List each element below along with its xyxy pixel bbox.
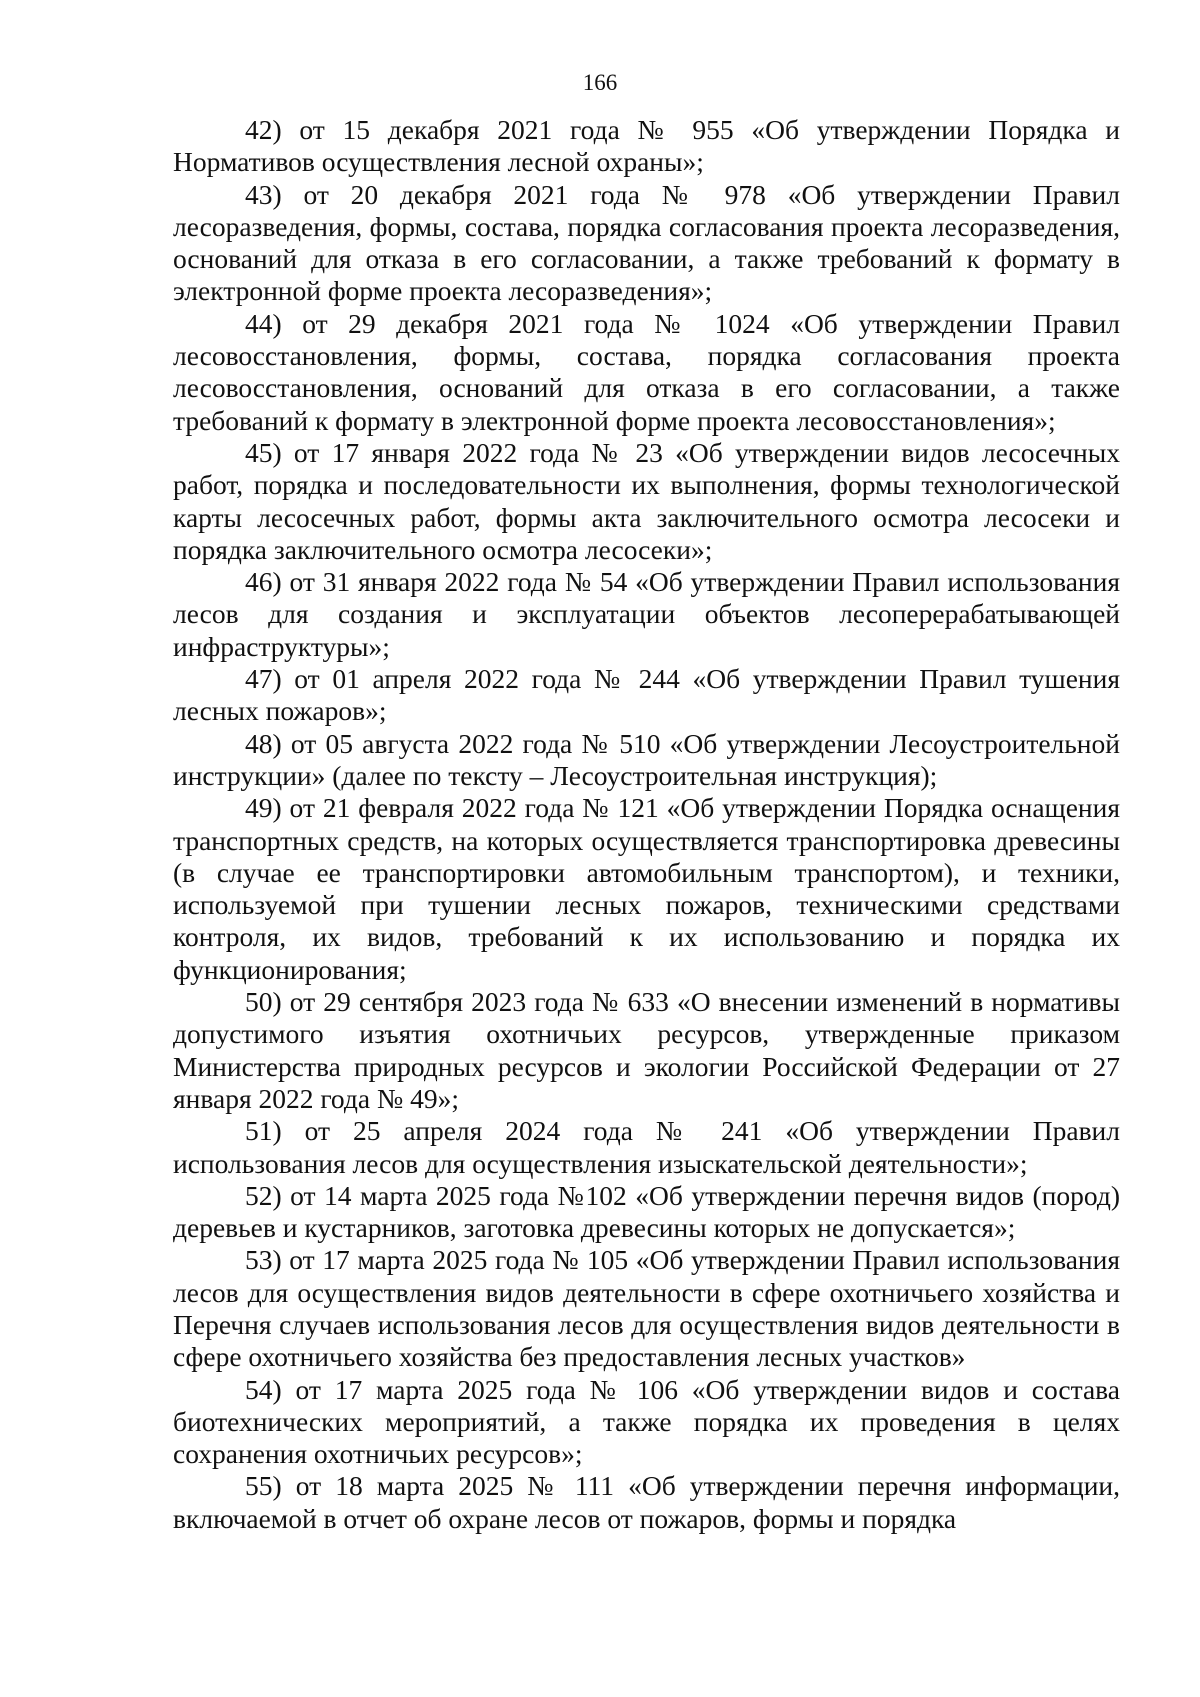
document-body — [173, 114, 1120, 1535]
list-item-50: 50) от 29 сентября 2023 года № 633 «О внесении изменений в нормативы допустимого изъятия охотничьих ресурсов, утвержденные приказом Министерства природных ресурсов и экологии Российской Федерации от 27 января 2022 года № 49»; — [173, 986, 1120, 1114]
list-item-47: 47) от 01 апреля 2022 года № 244 «Об утверждении Правил тушения лесных пожаров»; — [173, 663, 1120, 727]
list-item-43: 43) от 20 декабря 2021 года № 978 «Об утверждении Правил лесоразведения, формы, состава, порядка согласования проекта лесоразведения, оснований для отказа в его согласовании, а также требований к формату в электронной форме проекта лесоразведения»; — [173, 178, 1120, 307]
list-item-45: 45) от 17 января 2022 года № 23 «Об утверждении видов лесосечных работ, порядка и последовательности их выполнения, формы технологической карты лесосечных работ, формы акта заключительного осмотра лесосеки и порядка заключительного осмотра лесосеки»; — [173, 436, 1120, 565]
list-item-49: 49) от 21 февраля 2022 года № 121 «Об утверждении Порядка оснащения транспортных средств, на которых осуществляется транспортировка древесины (в случае ее транспортировки автомобильным транспортом), и техники, используемой при тушении лесных пожаров, техническими средствами контроля, их видов, требований к их использованию и порядка их функционирования; — [173, 792, 1120, 985]
list-item-51: 51) от 25 апреля 2024 года № 241 «Об утверждении Правил использования лесов для осуществления изыскательской деятельности»; — [173, 1115, 1120, 1179]
list-item-48: 48) от 05 августа 2022 года № 510 «Об утверждении Лесоустроительной инструкции» (далее по тексту – Лесоустроительная инструкция); — [173, 727, 1120, 791]
page-number: 166 — [582, 70, 618, 95]
list-item-55: 55) от 18 марта 2025 № 111 «Об утверждении перечня информации, включаемой в отчет об охране лесов от пожаров, формы и порядка — [173, 1470, 1120, 1534]
list-item-54: 54) от 17 марта 2025 года № 106 «Об утверждении видов и состава биотехнических мероприятий, а также порядка их проведения в целях сохранения охотничьих ресурсов»; — [173, 1373, 1120, 1470]
list-item-42: 42) от 15 декабря 2021 года № 955 «Об утверждении Порядка и Нормативов осуществления лесной охраны»; — [173, 114, 1120, 178]
list-item-53: 53) от 17 марта 2025 года № 105 «Об утверждении Правил использования лесов для осуществления видов деятельности в сфере охотничьего хозяйства и Перечня случаев использования лесов для осуществления видов деятельности в сфере охотничьего хозяйства без предоставления лесных участков» — [173, 1244, 1120, 1373]
list-item-46: 46) от 31 января 2022 года № 54 «Об утверждении Правил использования лесов для создания и эксплуатации объектов лесоперерабатывающей инфраструктуры»; — [173, 566, 1120, 662]
list-item-44: 44) от 29 декабря 2021 года № 1024 «Об утверждении Правил лесовосстановления, формы, состава, порядка согласования проекта лесовосстановления, оснований для отказа в его согласовании, а также требований к формату в электронной форме проекта лесовосстановления»; — [173, 307, 1120, 436]
list-item-52: 52) от 14 марта 2025 года №102 «Об утверждении перечня видов (пород) деревьев и кустарников, заготовка древесины которых не допускается»; — [173, 1179, 1120, 1244]
